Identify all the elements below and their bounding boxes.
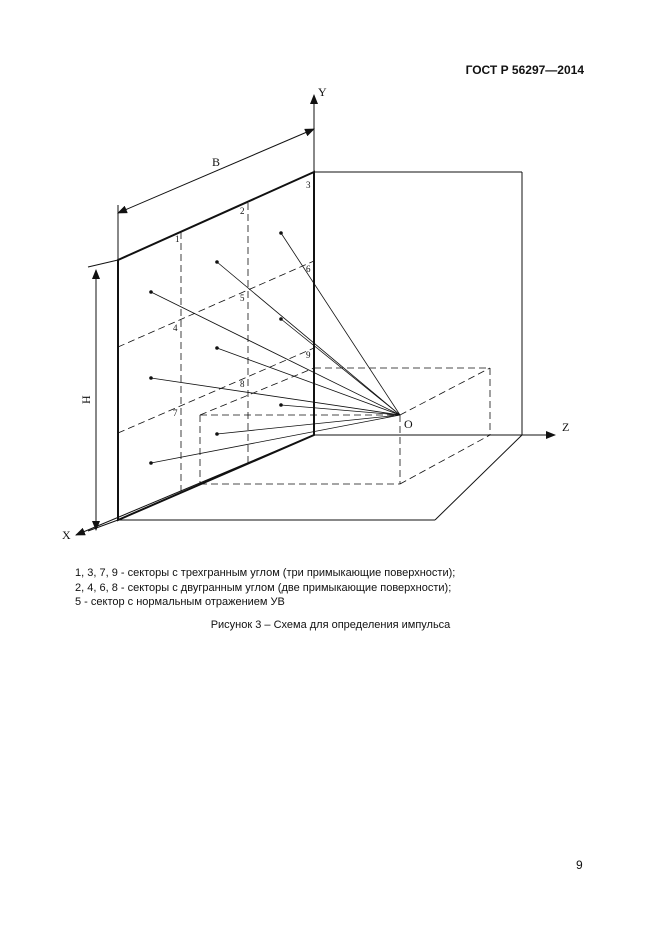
sector-label-7: 7 <box>173 408 178 418</box>
sector-label-3: 3 <box>306 180 311 190</box>
dimension-b-label: B <box>212 155 221 169</box>
y-axis-label: Y <box>318 85 327 99</box>
legend-line: 1, 3, 7, 9 - секторы с трехгранным углом (три примыкающие поверхности); <box>75 567 456 579</box>
page-number: 9 <box>576 858 583 872</box>
figure-caption: Рисунок 3 – Схема для определения импульса <box>210 619 451 631</box>
sector-label-2: 2 <box>240 206 245 216</box>
x-axis-label: X <box>62 528 71 542</box>
legend-line: 5 - сектор с нормальным отражением УВ <box>75 596 285 608</box>
sector-label-8: 8 <box>240 379 245 389</box>
origin-label: O <box>404 417 413 431</box>
sector-label-6: 6 <box>306 264 311 274</box>
sector-label-9: 9 <box>306 350 311 360</box>
sector-label-5: 5 <box>240 293 245 303</box>
sector-label-1: 1 <box>175 234 180 244</box>
figure-legend <box>75 566 455 610</box>
legend-line: 2, 4, 6, 8 - секторы с двугранным углом (две примыкающие поверхности); <box>75 581 452 594</box>
front-surface <box>118 172 314 520</box>
sector-label-4: 4 <box>173 323 178 333</box>
document-header: ГОСТ Р 56297—2014 <box>465 63 584 77</box>
z-axis-label: Z <box>562 420 570 434</box>
dimension-b-line <box>118 129 314 213</box>
dimension-h-label: H <box>79 395 93 404</box>
